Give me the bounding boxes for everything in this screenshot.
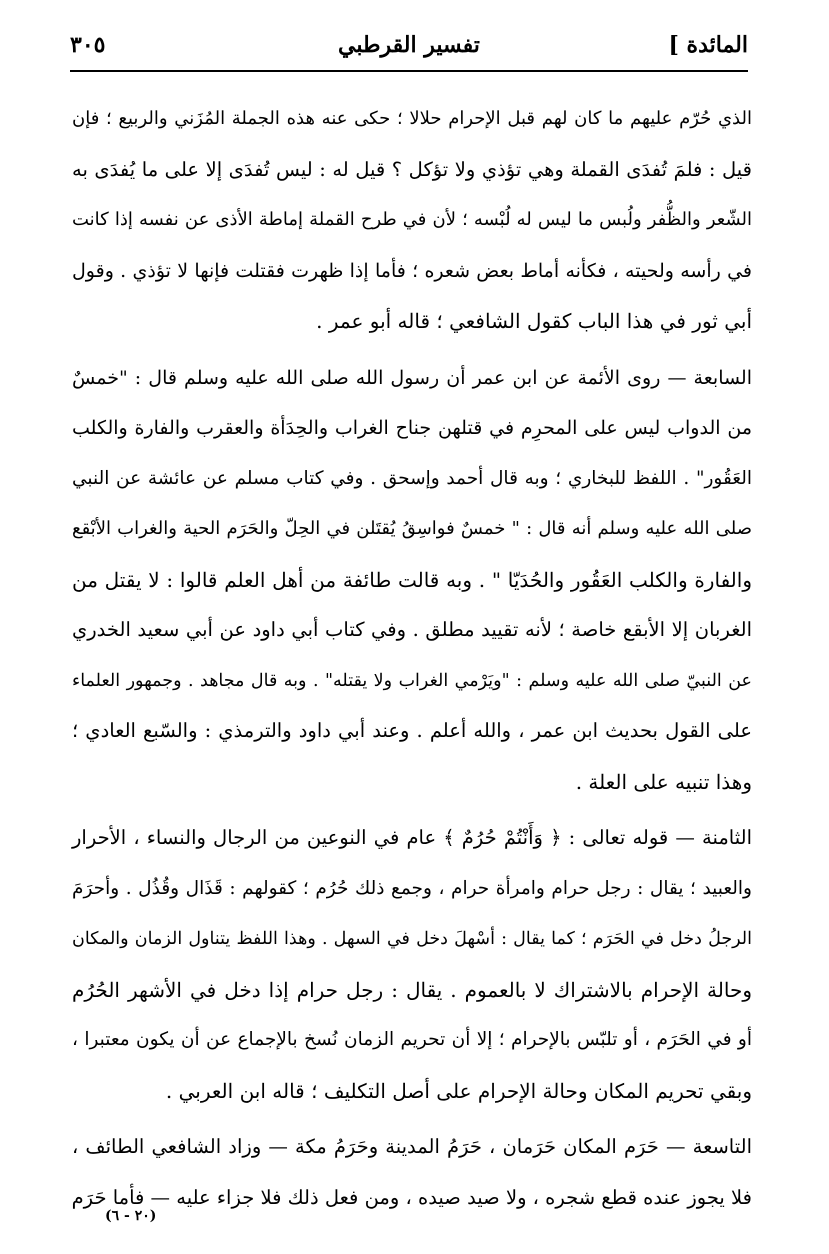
signature-mark: (٢٠ - ٦) (105, 1208, 157, 1224)
text-line: التاسعة — حَرَم المكان حَرَمان ، حَرَمُ المدينة وحَرَمُ مكة — وزاد الشافعي الطائف ، (72, 1135, 752, 1158)
text-line: على القول بحديث ابن عمر ، والله أعلم . وعند أبي داود والترمذي : والسّبع العادي ؛ (72, 719, 752, 742)
text-line: الرجلُ دخل في الحَرَم ؛ كما يقال : أسْهلَ دخل في السهل . وهذا اللفظ يتناول الزمان والمكان (72, 929, 752, 949)
text-line: أبي ثور في هذا الباب كقول الشافعي ؛ قاله أبو عمر . (316, 309, 752, 333)
text-line: وبقي تحريم المكان وحالة الإحرام على أصل التكليف ؛ قاله ابن العربي . (165, 1078, 752, 1103)
text-line: صلى الله عليه وسلم أنه قال : " خمسٌ فواسِقُ يُقتَلن في الحِلّ والحَرَم الحية والغراب الأبْقع (72, 518, 752, 539)
chapter-name: المائدة ] (668, 32, 748, 58)
text-line: عن النبيّ صلى الله عليه وسلم : "ويَرْمي الغراب ولا يقتله" . وبه قال مجاهد . وجمهور العلماء (72, 670, 752, 691)
text-line: العَقُور" . اللفظ للبخاري ؛ وبه قال أحمد وإسحق . وفي كتاب مسلم عن عائشة عن النبي (72, 467, 752, 489)
header-rule (70, 70, 748, 72)
text-line: من الدواب ليس على المحرِم في قتلهن جناح الغراب والحِدَأة والعقرب والفارة والكلب (72, 417, 752, 439)
paragraph (72, 94, 752, 347)
page-number: ٣٠٥ (70, 32, 106, 58)
paragraph (72, 813, 752, 1116)
text-line: الذي حُرّم عليهم ما كان لهم قبل الإحرام حلالا ؛ حكى عنه هذه الجملة المُزَني والربيع ؛ فإن (72, 108, 752, 129)
text-line: قيل : فلمَ تُفدَى القملة وهي تؤذي ولا تؤكل ؟ قيل له : ليس تُفدَى إلا على ما يُفدَى به (72, 157, 752, 181)
book-title: تفسير القرطبي (338, 32, 480, 58)
text-line: السابعة — روى الأئمة عن ابن عمر أن رسول الله صلى الله عليه وسلم قال : "خمسٌ (72, 366, 752, 389)
text-line: في رأسه ولحيته ، فكأنه أماط بعض شعره ؛ فأما إذا ظهرت فقتلت فإنها لا تؤذي . وقول (72, 259, 752, 282)
text-line: فلا يجوز عنده قطع شجره ، ولا صيد صيده ، ومن فعل ذلك فلا جزاء عليه — فأما حَرَم (71, 1185, 752, 1209)
text-line: وحالة الإحرام بالاشتراك لا بالعموم . يقال : رجل حرام إذا دخل في الأشهر الحُرُم (72, 977, 752, 1002)
text-line: الغربان إلا الأبقع خاصة ؛ لأنه تقييد مطلق . وفي كتاب أبي داود عن أبي سعيد الخدري (72, 618, 752, 641)
text-line: الثامنة — قوله تعالى : ﴿ وَأَنْتُمْ حُرُمٌ ﴾ عام في النوعين من الرجال والنساء ، الأحرار (72, 826, 752, 849)
text-line: والعبيد ؛ يقال : رجل حرام وامرأة حرام ، وجمع ذلك حُرُم ؛ كقولهم : قَذَال وقُذُل . وأحرَمَ (72, 877, 752, 899)
text-line: والفارة والكلب العَقُور والحُدَيّا " . وبه قالت طائفة من أهل العلم قالوا : لا يقتل من (72, 567, 752, 592)
running-header (70, 28, 748, 68)
paragraph (72, 1122, 752, 1223)
text-line: أو في الحَرَم ، أو تلبّس بالإحرام ؛ إلا أن تحريم الزمان نُسخ بالإجماع عن أن يكون معتبرا ، (72, 1029, 752, 1050)
page-body (72, 94, 752, 1223)
paragraph (72, 353, 752, 808)
text-line: وهذا تنبيه على العلة . (575, 769, 752, 794)
text-line: الشّعر والظُّفر ولُبس ما ليس له لُبْسه ؛ لأن في طرح القملة إماطة الأذى عن نفسه إذا كانت (72, 209, 752, 230)
